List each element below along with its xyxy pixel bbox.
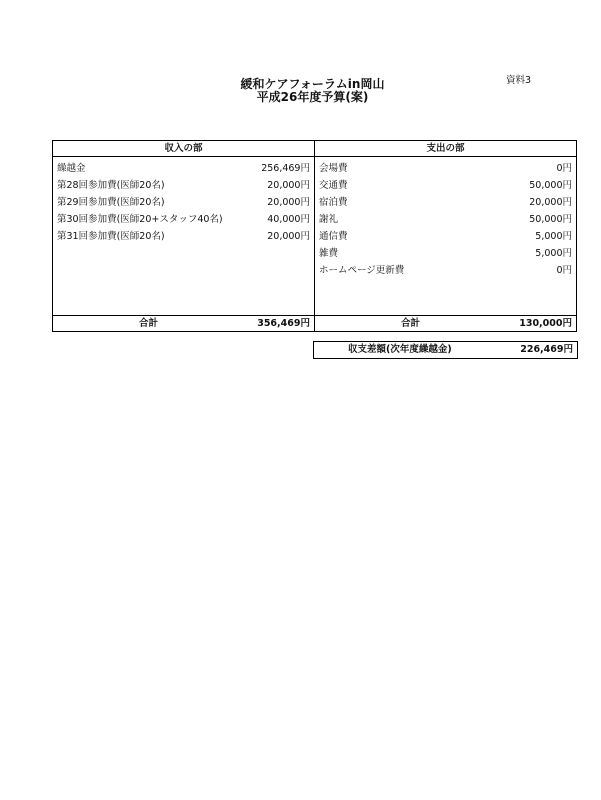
document-label: 資料3 [506, 75, 532, 86]
expense-item-label: 交通費 [318, 180, 348, 191]
expense-header: 支出の部 [314, 141, 576, 157]
expense-item-amount: 50,000円 [506, 177, 576, 194]
expense-item-amount: 5,000円 [506, 245, 576, 262]
table-row [53, 177, 577, 194]
balance-amount: 226,469円 [520, 344, 573, 355]
expense-item-label: 通信費 [318, 231, 348, 242]
income-header: 収入の部 [53, 141, 315, 157]
table-row [53, 245, 577, 262]
expense-item-label: 謝礼 [318, 214, 338, 225]
table-row [53, 228, 577, 245]
expense-item-amount: 0円 [506, 157, 576, 178]
expense-item-amount: 5,000円 [506, 228, 576, 245]
income-item-amount: 20,000円 [244, 194, 314, 211]
income-item-amount: 256,469円 [244, 157, 314, 178]
expense-item-label: 雑費 [318, 248, 338, 259]
expense-item-amount: 0円 [506, 262, 576, 279]
income-item-label: 繰越金 [53, 157, 245, 178]
balance-box [313, 341, 578, 359]
document-title: 緩和ケアフォーラムin岡山 [240, 77, 385, 91]
income-item-label: 第28回参加費(医師20名) [53, 177, 245, 194]
budget-table [52, 140, 577, 332]
expense-total-label: 合計 [314, 316, 506, 332]
income-item-label: 第29回参加費(医師20名) [53, 194, 245, 211]
expense-item-label: ホームページ更新費 [318, 265, 405, 276]
balance-label: 収支差額(次年度繰越金) [348, 344, 452, 355]
expense-item-label: 会場費 [318, 163, 348, 174]
income-total-amount: 356,469円 [244, 316, 314, 332]
table-row [53, 194, 577, 211]
table-row [53, 262, 577, 279]
income-item-label: 第31回参加費(医師20名) [53, 228, 245, 245]
expense-item-amount: 20,000円 [506, 194, 576, 211]
table-row [53, 157, 577, 178]
document-subtitle: 平成26年度予算(案) [256, 90, 369, 104]
income-item-amount: 20,000円 [244, 177, 314, 194]
income-total-label: 合計 [53, 316, 245, 332]
expense-item-label: 宿泊費 [318, 197, 348, 208]
income-item-amount: 40,000円 [244, 211, 314, 228]
expense-item-amount: 50,000円 [506, 211, 576, 228]
income-item-amount: 20,000円 [244, 228, 314, 245]
income-item-label: 第30回参加費(医師20+スタッフ40名) [53, 211, 245, 228]
table-total-row [53, 316, 577, 332]
table-row [53, 211, 577, 228]
table-header-row [53, 141, 577, 157]
table-spacer-row [53, 279, 577, 316]
expense-total-amount: 130,000円 [506, 316, 576, 332]
